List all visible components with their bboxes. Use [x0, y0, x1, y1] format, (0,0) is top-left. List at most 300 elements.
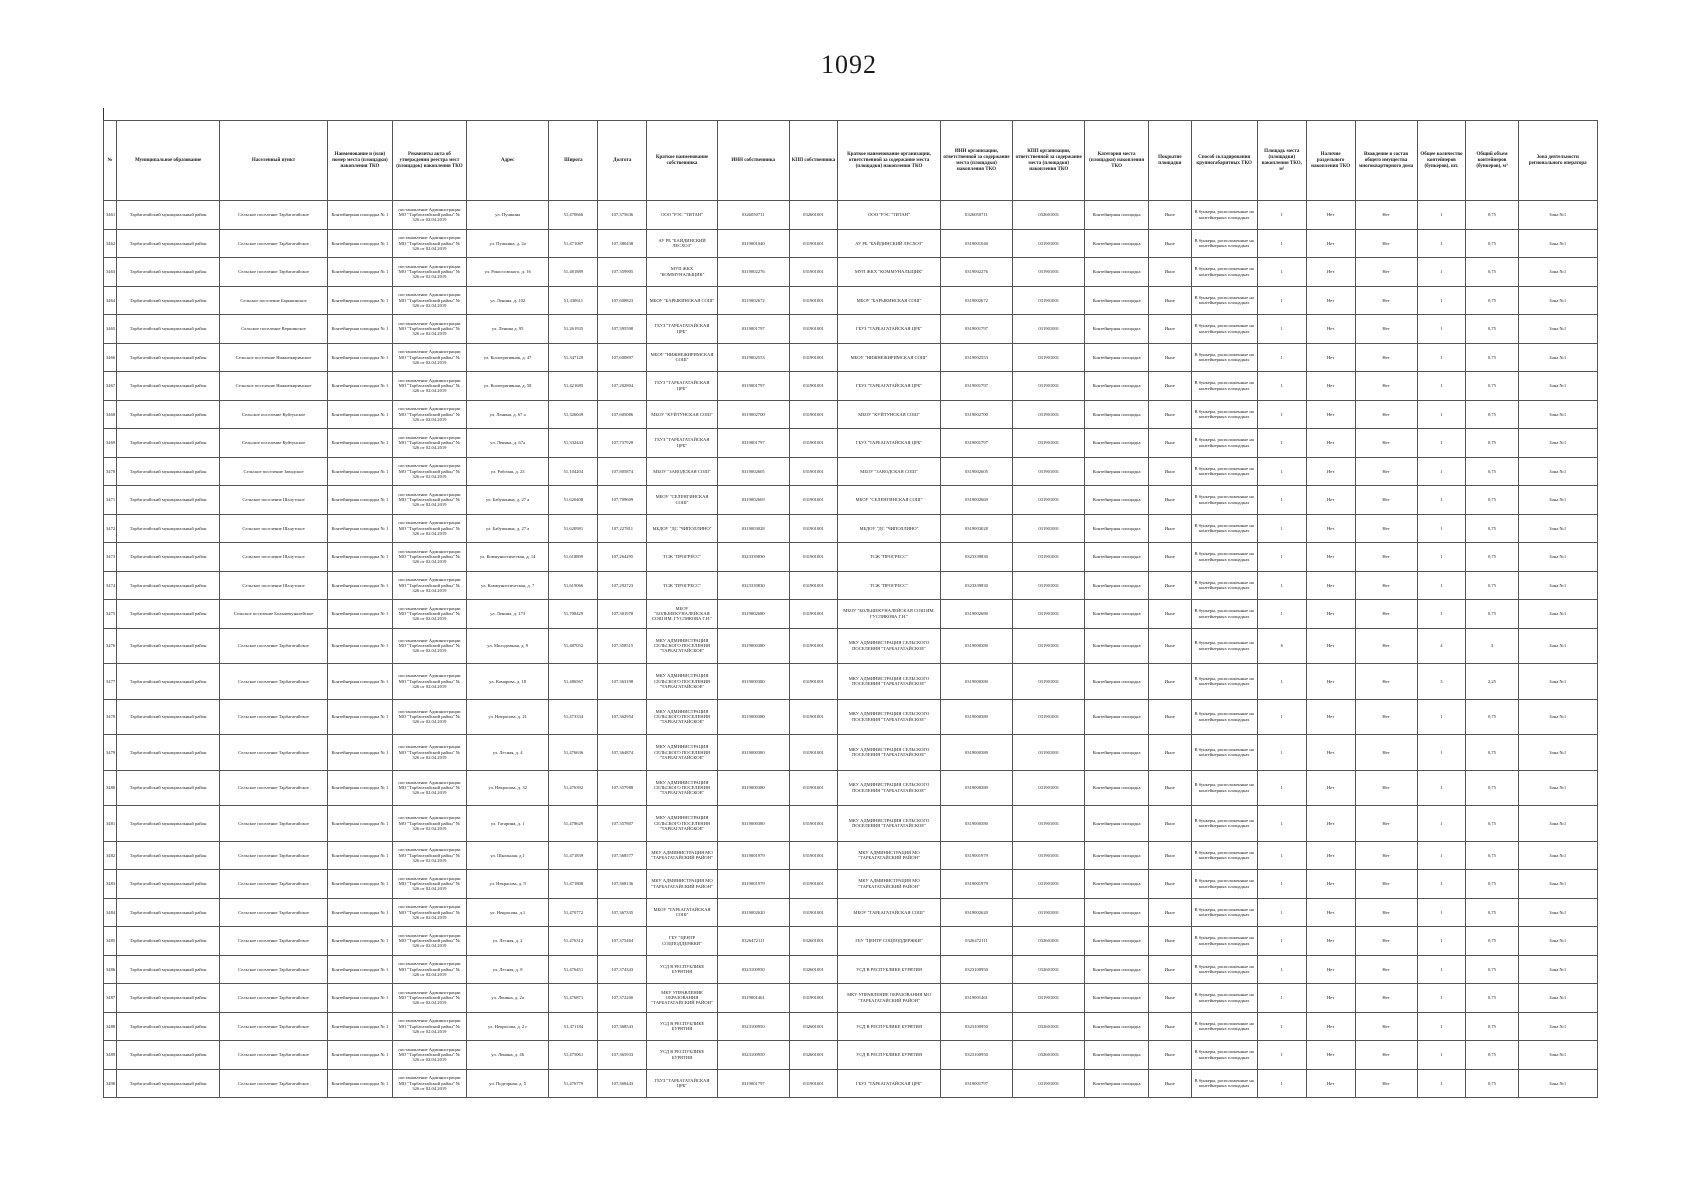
table-cell: Нет — [1355, 1012, 1417, 1041]
table-cell: 031901001 — [789, 664, 838, 700]
table-cell: Нет — [1355, 600, 1417, 629]
table-cell: Контейнерная площадка № 1 — [327, 543, 392, 572]
column-header: Краткое наименование собственника — [647, 121, 718, 201]
table-cell: Контейнерная площадка — [1085, 229, 1149, 258]
table-cell: Нет — [1355, 372, 1417, 401]
table-cell: 1 — [1417, 1012, 1466, 1041]
table-cell: Контейнерная площадка № 1 — [327, 955, 392, 984]
table-cell: 031901001 — [1013, 898, 1085, 927]
table-cell: 107,292723 — [598, 571, 647, 600]
table-cell: 0,75 — [1466, 286, 1518, 315]
table-cell: 3463 — [104, 258, 117, 287]
table-row — [104, 699, 1598, 735]
column-header: Муниципальное образование — [117, 121, 220, 201]
table-cell: Сельское поселение Тарбагатайское — [220, 870, 328, 899]
table-cell: Иное — [1149, 343, 1191, 372]
table-cell: МКУ АДМИНИСТРАЦИЯ МО "ТАРБАГАТАЙСКИЙ РАЙОН" — [838, 841, 940, 870]
table-cell: 031901001 — [789, 286, 838, 315]
table-cell: ул. Лесная, д. 8 — [466, 955, 549, 984]
table-cell: В бункеры, расположенные на контейнерных площадках — [1191, 258, 1257, 287]
table-cell: 51,471839 — [549, 841, 598, 870]
table-cell: Нет — [1355, 571, 1417, 600]
table-cell: Контейнерная площадка — [1085, 1069, 1149, 1098]
table-cell: В бункеры, расположенные на контейнерных площадках — [1191, 286, 1257, 315]
table-cell: ул. Гагарина, д. 1 — [466, 806, 549, 842]
table-cell: Контейнерная площадка № 1 — [327, 229, 392, 258]
table-row — [104, 1012, 1598, 1041]
table-cell: Сельское поселение Нижнежиримское — [220, 343, 328, 372]
table-cell: Контейнерная площадка — [1085, 457, 1149, 486]
table-cell: ул. Ленина, д. 2а — [466, 984, 549, 1013]
table-cell: Сельское поселение Тарбагатайское — [220, 955, 328, 984]
table-cell: 0323100950 — [717, 1041, 789, 1070]
table-cell: 0319001797 — [940, 372, 1013, 401]
table-cell: УСД В РЕСПУБЛИКЕ БУРЯТИЯ — [838, 1012, 940, 1041]
table-cell: 1 — [1257, 343, 1306, 372]
table-row — [104, 372, 1598, 401]
table-cell: 1 — [1417, 229, 1466, 258]
table-cell: В бункеры, расположенные на контейнерных площадках — [1191, 1069, 1257, 1098]
table-cell: В бункеры, расположенные на контейнерных площадках — [1191, 806, 1257, 842]
table-cell: ул. Ленина д. 95 — [466, 315, 549, 344]
table-cell: 031901001 — [789, 806, 838, 842]
table-cell: 51,476636 — [549, 735, 598, 771]
table-cell: Тарбагатайский муниципальный район — [117, 543, 220, 572]
table-cell: Тарбагатайский муниципальный район — [117, 315, 220, 344]
table-cell: 3473 — [104, 543, 117, 572]
table-cell: Контейнерная площадка — [1085, 927, 1149, 956]
table-cell: Нет — [1306, 201, 1355, 230]
table-cell: 107,202804 — [598, 372, 647, 401]
table-row — [104, 600, 1598, 629]
table-cell: МКУ АДМИНИСТРАЦИЯ СЕЛЬСКОГО ПОСЕЛЕНИЯ "ТАРБАГАТАЙСКОЕ" — [838, 735, 940, 771]
table-cell: ул. Рокоссовского, д. 16 — [466, 258, 549, 287]
column-header: ИНН собственника — [717, 121, 789, 201]
table-cell: 0319002276 — [940, 258, 1013, 287]
column-header: Покрытие площадки — [1149, 121, 1191, 201]
table-cell: Контейнерная площадка — [1085, 1012, 1149, 1041]
table-cell: 0,75 — [1466, 571, 1518, 600]
table-cell: 51,476871 — [549, 984, 598, 1013]
table-cell: 1 — [1257, 735, 1306, 771]
table-cell: 032601001 — [1013, 201, 1085, 230]
table-cell: Зона №1 — [1518, 286, 1597, 315]
column-header: Широта — [549, 121, 598, 201]
table-cell: постановление Администрации МО "Тарбагатайский район" № 326 от 02.04.2019 — [393, 201, 467, 230]
table-cell: 031901001 — [1013, 514, 1085, 543]
table-cell: Зона №1 — [1518, 898, 1597, 927]
table-cell: постановление Администрации МО "Тарбагатайский район" № 326 от 02.04.2019 — [393, 600, 467, 629]
table-cell: Сельское поселение Тарбагатайское — [220, 841, 328, 870]
table-cell: Сельское поселение Шалутское — [220, 571, 328, 600]
table-cell: 1 — [1257, 806, 1306, 842]
table-cell: МБОУ "КУЙТУНСКАЯ СОШ" — [838, 400, 940, 429]
table-cell: Иное — [1149, 600, 1191, 629]
table-cell: 107,608823 — [598, 286, 647, 315]
table-cell: ТСЖ "ПРОГРЕСС" — [647, 543, 718, 572]
table-cell: МУП ЖКХ "КОММУНАЛЬЩИК" — [647, 258, 718, 287]
table-cell: Тарбагатайский муниципальный район — [117, 870, 220, 899]
table-cell: ул. Школьная, д.1 — [466, 841, 549, 870]
table-cell: 107,395598 — [598, 315, 647, 344]
table-cell: В бункеры, расположенные на контейнерных площадках — [1191, 201, 1257, 230]
table-cell: 0319001979 — [940, 870, 1013, 899]
table-cell: 107,375636 — [598, 201, 647, 230]
table-cell: В бункеры, расположенные на контейнерных площадках — [1191, 486, 1257, 515]
table-cell: постановление Администрации МО "Тарбагатайский район" № 326 от 02.04.2019 — [393, 1041, 467, 1070]
table-cell: 1 — [1417, 955, 1466, 984]
table-cell: 0319002620 — [717, 898, 789, 927]
table-cell: 0,75 — [1466, 457, 1518, 486]
table-cell: Зона №1 — [1518, 664, 1597, 700]
table-header-row — [104, 121, 1598, 201]
table-cell: Нет — [1306, 955, 1355, 984]
table-cell: 0,75 — [1466, 735, 1518, 771]
table-cell: 031901001 — [1013, 429, 1085, 458]
table-cell: 031901001 — [1013, 571, 1085, 600]
table-cell: 0319000380 — [940, 664, 1013, 700]
table-cell: МКУ АДМИНИСТРАЦИЯ СЕЛЬСКОГО ПОСЕЛЕНИЯ "ТАРБАГАТАЙСКОЕ" — [838, 770, 940, 806]
table-cell: ул. Коммунистическая, д. 14 — [466, 543, 549, 572]
column-header: Адрес — [466, 121, 549, 201]
table-cell: 0323100950 — [940, 1012, 1013, 1041]
table-cell: 0,75 — [1466, 600, 1518, 629]
table-cell: 0,75 — [1466, 955, 1518, 984]
table-cell: В бункеры, расположенные на контейнерных площадках — [1191, 927, 1257, 956]
table-cell: постановление Администрации МО "Тарбагатайский район" № 326 от 02.04.2019 — [393, 628, 467, 664]
table-cell: Сельское поселение Тарбагатайское — [220, 258, 328, 287]
table-cell: 0319002672 — [717, 286, 789, 315]
table-cell: В бункеры, расположенные на контейнерных площадках — [1191, 699, 1257, 735]
table-cell: 032601001 — [1013, 1041, 1085, 1070]
table-cell: Нет — [1355, 870, 1417, 899]
table-cell: постановление Администрации МО "Тарбагатайский район" № 326 от 02.04.2019 — [393, 372, 467, 401]
table-cell: Зона №1 — [1518, 1041, 1597, 1070]
table-cell: 0323100950 — [717, 955, 789, 984]
table-row — [104, 343, 1598, 372]
table-cell: 51,476451 — [549, 955, 598, 984]
table-cell: ООО "РЭС "ТИТАН" — [838, 201, 940, 230]
table-cell: 0,75 — [1466, 258, 1518, 287]
table-cell: Зона №1 — [1518, 372, 1597, 401]
table-cell: 0319001797 — [940, 1069, 1013, 1098]
table-cell: ул. Лесная, д. 2 — [466, 927, 549, 956]
table-cell: 0323100950 — [717, 1012, 789, 1041]
table-cell: Контейнерная площадка — [1085, 984, 1149, 1013]
table-cell: Тарбагатайский муниципальный район — [117, 806, 220, 842]
table-cell: постановление Администрации МО "Тарбагатайский район" № 326 от 02.04.2019 — [393, 1012, 467, 1041]
table-cell: Сельское поселение Шалутское — [220, 486, 328, 515]
column-header: Общее количество контейнеров (бункеров), шт. — [1417, 121, 1466, 201]
table-cell: 0319002605 — [940, 457, 1013, 486]
table-cell: 3483 — [104, 870, 117, 899]
table-cell: 1 — [1417, 806, 1466, 842]
table-cell: 0319000380 — [940, 699, 1013, 735]
table-cell: Сельское поселение Тарбагатайское — [220, 628, 328, 664]
table-cell: Контейнерная площадка — [1085, 372, 1149, 401]
table-cell: 1 — [1257, 400, 1306, 429]
table-cell: ул. Некрасова, д. 9 — [466, 870, 549, 899]
table-cell: 031901001 — [789, 571, 838, 600]
table-cell: 0319001979 — [717, 870, 789, 899]
table-cell: 107,358515 — [598, 628, 647, 664]
table-cell: постановление Администрации МО "Тарбагатайский район" № 326 от 02.04.2019 — [393, 841, 467, 870]
table-cell: Контейнерная площадка № 1 — [327, 571, 392, 600]
table-cell: Контейнерная площадка № 1 — [327, 343, 392, 372]
table-cell: Тарбагатайский муниципальный район — [117, 514, 220, 543]
table-cell: 1 — [1417, 984, 1466, 1013]
table-cell: 1 — [1417, 571, 1466, 600]
table-cell: МКУ АДМИНИСТРАЦИЯ СЕЛЬСКОГО ПОСЕЛЕНИЯ "ТАРБАГАТАЙСКОЕ" — [647, 699, 718, 735]
table-cell: Сельское поселение Тарбагатайское — [220, 1012, 328, 1041]
table-cell: 1 — [1417, 201, 1466, 230]
table-cell: постановление Администрации МО "Тарбагатайский район" № 326 от 02.04.2019 — [393, 770, 467, 806]
table-cell: 3467 — [104, 372, 117, 401]
table-cell: постановление Администрации МО "Тарбагатайский район" № 326 от 02.04.2019 — [393, 229, 467, 258]
table-cell: 107,805874 — [598, 457, 647, 486]
table-cell: постановление Администрации МО "Тарбагатайский район" № 326 от 02.04.2019 — [393, 735, 467, 771]
table-cell: 1 — [1257, 984, 1306, 1013]
table-cell: 0319001040 — [940, 229, 1013, 258]
table-cell: В бункеры, расположенные на контейнерных площадках — [1191, 343, 1257, 372]
table-cell: 3476 — [104, 628, 117, 664]
table-cell: постановление Администрации МО "Тарбагатайский район" № 326 от 02.04.2019 — [393, 400, 467, 429]
table-cell: 032601001 — [789, 955, 838, 984]
table-cell: Тарбагатайский муниципальный район — [117, 571, 220, 600]
table-cell: Зона №1 — [1518, 870, 1597, 899]
table-cell: 031901001 — [789, 429, 838, 458]
table-cell: 3488 — [104, 1012, 117, 1041]
table-cell: 107,368136 — [598, 870, 647, 899]
table-cell: Иное — [1149, 628, 1191, 664]
table-cell: Нет — [1306, 514, 1355, 543]
table-cell: 51,473334 — [549, 699, 598, 735]
table-cell: 0,75 — [1466, 699, 1518, 735]
table-cell: Иное — [1149, 984, 1191, 1013]
table-cell: 031901001 — [1013, 699, 1085, 735]
table-row — [104, 201, 1598, 230]
table-cell: Нет — [1306, 898, 1355, 927]
table-cell: постановление Администрации МО "Тарбагатайский район" № 326 от 02.04.2019 — [393, 429, 467, 458]
table-cell: постановление Администрации МО "Тарбагатайский район" № 326 от 02.04.2019 — [393, 984, 467, 1013]
table-cell: МКУ УПРАВЛЕНИЕ ОБРАЗОВАНИЯ МО "ТАРБАГАТАЙСКИЙ РАЙОН" — [838, 984, 940, 1013]
table-cell: МБОУ "НИЖНЕЖИРИМСКАЯ СОШ" — [647, 343, 718, 372]
table-cell: МБОУ "ЗАВОДСКАЯ СОШ" — [838, 457, 940, 486]
table-cell: 0319002553 — [940, 343, 1013, 372]
table-cell: МБОУ "ТАРБАГАТАЙСКАЯ СОШ" — [647, 898, 718, 927]
table-row — [104, 543, 1598, 572]
table-cell: 0,75 — [1466, 898, 1518, 927]
table-cell: 0319000380 — [940, 735, 1013, 771]
table-cell: постановление Администрации МО "Тарбагатайский район" № 326 от 02.04.2019 — [393, 955, 467, 984]
table-cell: Тарбагатайский муниципальный район — [117, 927, 220, 956]
table-cell: 0,75 — [1466, 400, 1518, 429]
table-cell: Нет — [1306, 984, 1355, 1013]
table-cell: Сельское поселение Тарбагатайское — [220, 664, 328, 700]
table-cell: 3481 — [104, 806, 117, 842]
table-cell: 1 — [1417, 841, 1466, 870]
table-cell: Нет — [1355, 258, 1417, 287]
table-cell: Контейнерная площадка — [1085, 770, 1149, 806]
table-cell: 3 — [1417, 664, 1466, 700]
table-cell: постановление Администрации МО "Тарбагатайский район" № 326 от 02.04.2019 — [393, 571, 467, 600]
table-cell: В бункеры, расположенные на контейнерных площадках — [1191, 429, 1257, 458]
table-cell: 031901001 — [1013, 984, 1085, 1013]
table-cell: 51,421685 — [549, 372, 598, 401]
table-cell: ТСЖ "ПРОГРЕСС" — [838, 543, 940, 572]
table-cell: Зона №1 — [1518, 770, 1597, 806]
table-cell: 0326050711 — [940, 201, 1013, 230]
table-cell: Нет — [1355, 457, 1417, 486]
table-cell: 0319002605 — [717, 457, 789, 486]
table-cell: В бункеры, расположенные на контейнерных площадках — [1191, 664, 1257, 700]
table-cell: 3485 — [104, 927, 117, 956]
table-cell: Нет — [1306, 841, 1355, 870]
table-cell: 0323339830 — [940, 543, 1013, 572]
table-cell: постановление Администрации МО "Тарбагатайский район" № 326 от 02.04.2019 — [393, 315, 467, 344]
table-cell: 51,471087 — [549, 229, 598, 258]
table-cell: Тарбагатайский муниципальный район — [117, 429, 220, 458]
table-cell: 1 — [1257, 201, 1306, 230]
table-cell: 3489 — [104, 1041, 117, 1070]
table-cell: Тарбагатайский муниципальный район — [117, 400, 220, 429]
table-cell: Зона №1 — [1518, 457, 1597, 486]
table-cell: 0319003028 — [940, 514, 1013, 543]
table-cell: Сельское поселение Шалутское — [220, 543, 328, 572]
table-cell: Иное — [1149, 955, 1191, 984]
table-cell: В бункеры, расположенные на контейнерных площадках — [1191, 735, 1257, 771]
table-cell: ул. Бабушкина, д. 27 а — [466, 486, 549, 515]
table-cell: 0319002672 — [940, 286, 1013, 315]
table-cell: Контейнерная площадка — [1085, 870, 1149, 899]
table-cell: 51,620981 — [549, 514, 598, 543]
table-cell: В бункеры, расположенные на контейнерных площадках — [1191, 514, 1257, 543]
column-header: Долгота — [598, 121, 647, 201]
table-cell: ул. Кооперативная, д. 58 — [466, 372, 549, 401]
table-cell: Контейнерная площадка № 1 — [327, 258, 392, 287]
table-cell: Иное — [1149, 735, 1191, 771]
table-cell: 1 — [1417, 898, 1466, 927]
table-cell: Сельское поселение Тарбагатайское — [220, 201, 328, 230]
table-cell: Контейнерная площадка — [1085, 898, 1149, 927]
table-cell: Тарбагатайский муниципальный район — [117, 699, 220, 735]
table-row — [104, 898, 1598, 927]
table-cell: 107,365933 — [598, 1041, 647, 1070]
column-header: Площадь места (площадки) накопления ТКО, м² — [1257, 121, 1306, 201]
table-cell: 0319002553 — [717, 343, 789, 372]
table-cell: 0319000380 — [717, 699, 789, 735]
table-cell: 2,25 — [1466, 664, 1518, 700]
table-cell: 3484 — [104, 898, 117, 927]
table-cell: 0319002276 — [717, 258, 789, 287]
table-cell: 51,332443 — [549, 429, 598, 458]
column-header: Способ складирования крупногабаритных ТКО — [1191, 121, 1257, 201]
table-cell: 107,367335 — [598, 898, 647, 927]
table-cell: Нет — [1355, 400, 1417, 429]
table-cell: 031901001 — [789, 486, 838, 515]
table-cell: 031901001 — [789, 400, 838, 429]
table-cell: УСД В РЕСПУБЛИКЕ БУРЯТИЯ — [838, 955, 940, 984]
table-cell: Контейнерная площадка № 1 — [327, 286, 392, 315]
table-cell: Контейнерная площадка — [1085, 955, 1149, 984]
table-cell: 1 — [1257, 258, 1306, 287]
table-cell: 031901001 — [789, 372, 838, 401]
table-cell: Контейнерная площадка — [1085, 429, 1149, 458]
table-cell: 0319000380 — [717, 806, 789, 842]
table-row — [104, 286, 1598, 315]
table-cell: 031901001 — [1013, 806, 1085, 842]
table-cell: МБОУ "ТАРБАГАТАЙСКАЯ СОШ" — [838, 898, 940, 927]
table-cell: 0319000380 — [717, 664, 789, 700]
table-cell: ул. Некрасова, д. 32 — [466, 770, 549, 806]
table-cell: В бункеры, расположенные на контейнерных площадках — [1191, 1041, 1257, 1070]
table-cell: 1 — [1417, 543, 1466, 572]
table-cell: 0326472111 — [940, 927, 1013, 956]
table-cell: 6 — [1257, 628, 1306, 664]
table-cell: 51,619066 — [549, 571, 598, 600]
table-cell: Зона №1 — [1518, 806, 1597, 842]
table-cell: Контейнерная площадка — [1085, 664, 1149, 700]
table-cell: 1 — [1257, 543, 1306, 572]
table-cell: Сельское поселение Тарбагатайское — [220, 735, 328, 771]
table-cell: Сельское поселение Куйтунское — [220, 429, 328, 458]
table-cell: Нет — [1306, 286, 1355, 315]
table-cell: 0,75 — [1466, 841, 1518, 870]
table-cell: Нет — [1355, 628, 1417, 664]
table-row — [104, 841, 1598, 870]
table-cell: Иное — [1149, 927, 1191, 956]
table-cell: 3472 — [104, 514, 117, 543]
table-cell: 51,476312 — [549, 927, 598, 956]
table-cell: постановление Администрации МО "Тарбагатайский район" № 326 от 02.04.2019 — [393, 699, 467, 735]
table-cell: 031901001 — [789, 870, 838, 899]
table-cell: 032601001 — [789, 1041, 838, 1070]
table-cell: Зона №1 — [1518, 514, 1597, 543]
table-cell: 031901001 — [1013, 664, 1085, 700]
table-cell: 0319002669 — [717, 486, 789, 515]
table-cell: 107,709609 — [598, 486, 647, 515]
table-cell: Нет — [1355, 1069, 1417, 1098]
table-cell: 51,326049 — [549, 400, 598, 429]
table-cell: 0,75 — [1466, 343, 1518, 372]
table-cell: Контейнерная площадка № 1 — [327, 984, 392, 1013]
table-cell: УСД В РЕСПУБЛИКЕ БУРЯТИЯ — [647, 1041, 718, 1070]
table-row — [104, 429, 1598, 458]
table-cell: Нет — [1355, 841, 1417, 870]
table-cell: 031901001 — [1013, 600, 1085, 629]
table-cell: Тарбагатайский муниципальный район — [117, 664, 220, 700]
table-cell: 107,600897 — [598, 343, 647, 372]
table-cell: ул. Молодежная, д. 9 — [466, 628, 549, 664]
table-cell: Контейнерная площадка № 1 — [327, 898, 392, 927]
table-cell: ул. Некрасова, д.1 — [466, 898, 549, 927]
table-cell: ул. Подгорная, д. 5 — [466, 1069, 549, 1098]
table-row — [104, 229, 1598, 258]
table-cell: В бункеры, расположенные на контейнерных площадках — [1191, 955, 1257, 984]
table-cell: ул. Пушкина — [466, 201, 549, 230]
table-cell: 3462 — [104, 229, 117, 258]
column-header: Вхождение в состав общего имущества многоквартирного дома — [1355, 121, 1417, 201]
table-cell: ГБУ "ЦЕНТР СОЦПОДДЕРЖКИ" — [838, 927, 940, 956]
table-cell: 107,227811 — [598, 514, 647, 543]
table-cell: 1 — [1257, 770, 1306, 806]
table-cell: 0319001797 — [717, 372, 789, 401]
table-cell: 031901001 — [1013, 457, 1085, 486]
table-cell: Тарбагатайский муниципальный район — [117, 955, 220, 984]
table-cell: Нет — [1355, 343, 1417, 372]
table-cell: Сельское поселение Тарбагатайское — [220, 699, 328, 735]
table-cell: 3474 — [104, 571, 117, 600]
